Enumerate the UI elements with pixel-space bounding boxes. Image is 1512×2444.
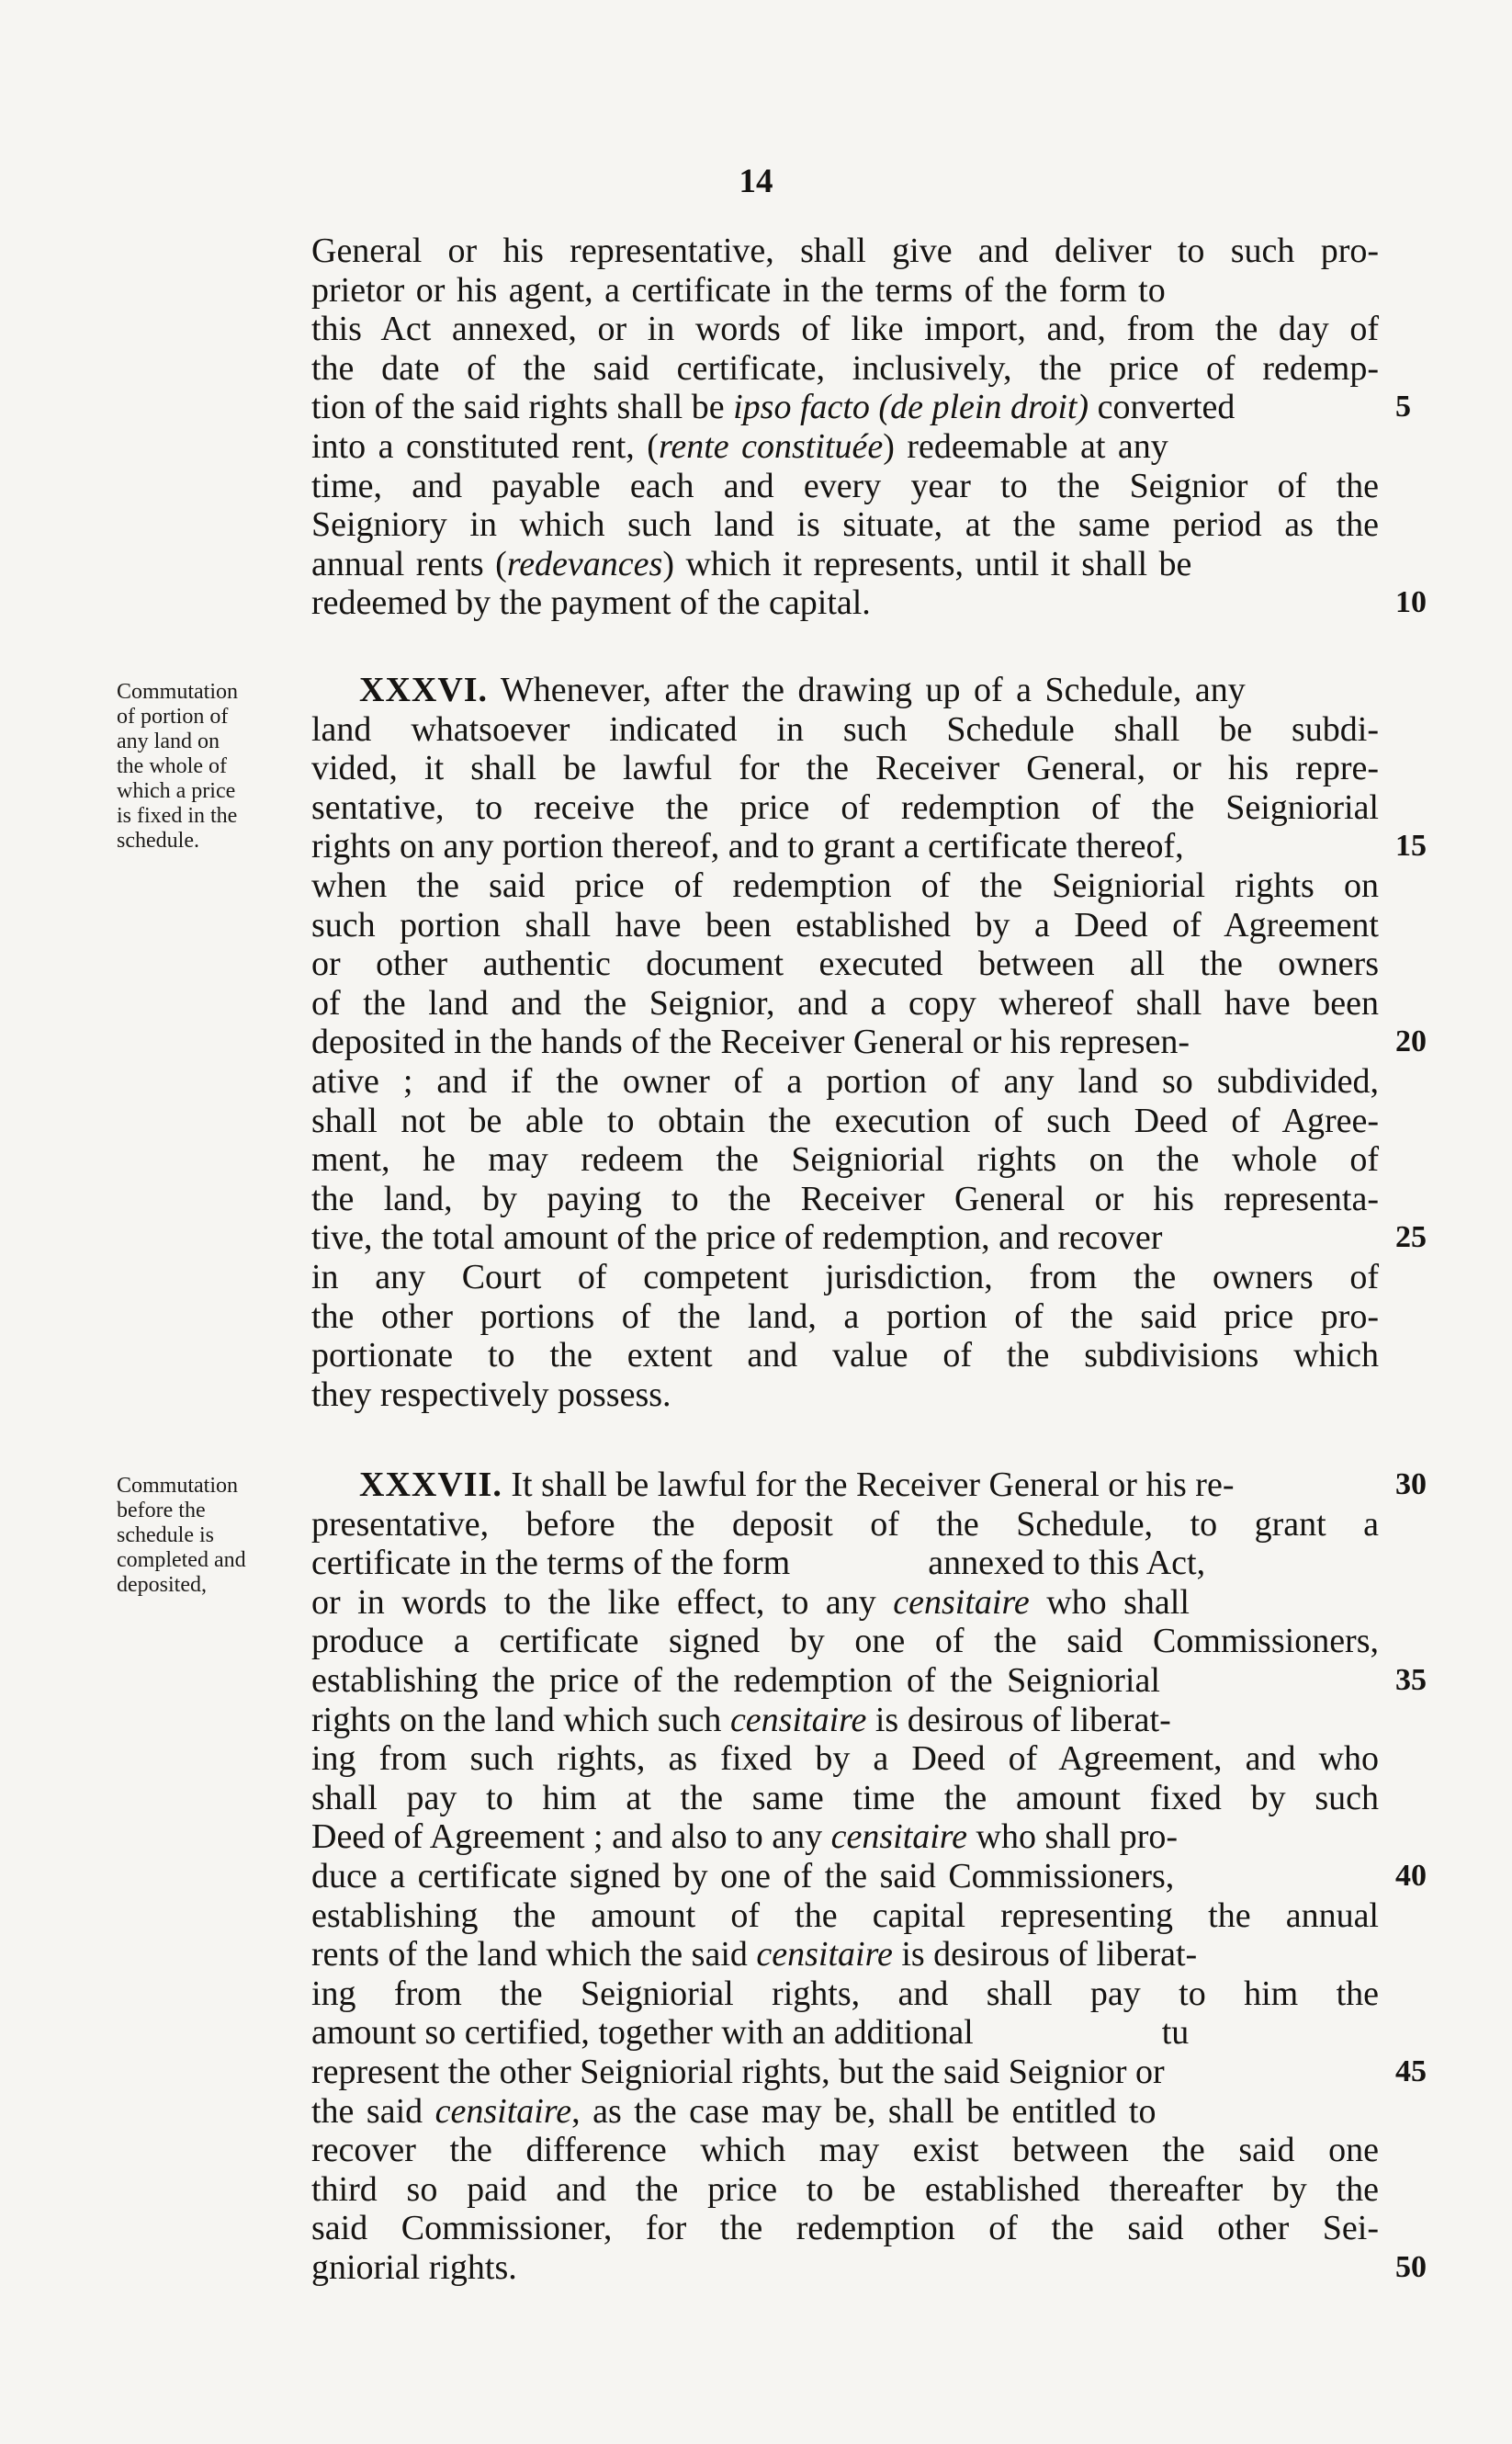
italic-word: censitaire xyxy=(434,2091,572,2131)
line-number: 20 xyxy=(1395,1024,1427,1059)
sidenote-line: completed and xyxy=(117,1548,246,1572)
text-line xyxy=(311,984,1379,1024)
line-text: rights on any portion thereof, and to grant a certificate thereof, xyxy=(311,827,1184,866)
sidenote-line: Commutation xyxy=(117,680,238,704)
line-text: recover the difference which may exist between the said one xyxy=(311,2131,1379,2170)
section-heading: XXXVII. xyxy=(359,1465,502,1504)
text-line xyxy=(311,710,1379,750)
line-text: of the land and the Seignior, and a copy whereof shall have been xyxy=(311,983,1379,1023)
text-line xyxy=(311,1779,1379,1818)
line-text: General or his representative, shall give and deliver to such pro- xyxy=(311,232,1379,270)
sidenote-line: of portion of xyxy=(117,705,229,729)
text-line xyxy=(311,1140,1379,1180)
text-run: who shall xyxy=(1029,1582,1190,1622)
line-text: vided, it shall be lawful for the Receiver General, or his repre- xyxy=(311,749,1379,788)
line-text: prietor or his agent, a certificate in the terms of the form to xyxy=(311,270,1166,310)
section-37 xyxy=(311,1465,1427,2287)
text-line xyxy=(311,388,1411,427)
sidenote-line: before the xyxy=(117,1499,206,1522)
line-text xyxy=(311,1583,1190,1623)
text-line xyxy=(311,1062,1379,1102)
text-line xyxy=(311,1974,1379,2014)
line-number: 10 xyxy=(1395,585,1427,620)
text-line xyxy=(311,1739,1379,1779)
text-run: converted xyxy=(1089,388,1236,427)
page-number: 14 xyxy=(739,163,773,200)
text-run: the said xyxy=(311,2091,435,2131)
text-run: Deed of Agreement ; and also to any xyxy=(311,1817,831,1857)
text-line xyxy=(311,945,1379,984)
text-run: ) which it represents, until it shall be xyxy=(662,544,1192,583)
text-line xyxy=(311,2131,1379,2170)
text-line xyxy=(311,1180,1379,1219)
text-line xyxy=(311,2209,1379,2248)
text-line xyxy=(311,1701,1379,1740)
text-line xyxy=(311,427,1379,467)
text-line xyxy=(311,827,1427,866)
line-text: ing from such rights, as fixed by a Deed of Agreement, and who xyxy=(311,1739,1379,1779)
line-number: 25 xyxy=(1395,1220,1427,1255)
italic-phrase: rente constituée xyxy=(658,426,884,466)
text-line xyxy=(311,1258,1379,1297)
text-line xyxy=(311,1583,1379,1623)
line-text: establishing the amount of the capital representing the annual xyxy=(311,1895,1379,1935)
line-text: the land, by paying to the Receiver General or his representa- xyxy=(311,1179,1379,1218)
line-text: ative ; and if the owner of a portion of any land so subdivided, xyxy=(311,1061,1379,1101)
continued-paragraph xyxy=(311,232,1427,623)
line-text: produce a certificate signed by one of the said Commissioners, xyxy=(311,1622,1379,1661)
text-run: rents of the land which the said xyxy=(311,1935,757,1974)
line-text: ment, he may redeem the Seigniorial rights on the whole of xyxy=(311,1140,1379,1180)
line-text: they respectively possess. xyxy=(311,1375,671,1414)
text-line xyxy=(311,1023,1427,1062)
text-line xyxy=(311,1375,1379,1415)
line-text: such portion shall have been established by a Deed of Agreement xyxy=(311,905,1379,945)
text-run: is desirous of liberat- xyxy=(866,1700,1171,1739)
text-line xyxy=(311,2092,1379,2132)
text-line xyxy=(311,1297,1379,1337)
text-run: who shall pro- xyxy=(967,1817,1179,1857)
text-line xyxy=(311,232,1379,271)
text-line xyxy=(311,866,1379,906)
text-line xyxy=(311,310,1379,349)
line-text: Seigniory in which such land is situate, at the same period as the xyxy=(311,505,1379,545)
text-run: ) redeemable at any xyxy=(883,426,1168,466)
text-line xyxy=(311,505,1379,545)
line-text: gniorial rights. xyxy=(311,2247,517,2287)
line-text: the other portions of the land, a portion of the said price pro- xyxy=(311,1296,1379,1336)
line-text xyxy=(311,2092,1157,2132)
line-text xyxy=(359,1465,1234,1505)
text-run: Whenever, after the drawing up of a Schedule, any xyxy=(500,671,1246,709)
line-text: said Commissioner, for the redemption of the said other Sei- xyxy=(311,2209,1379,2248)
text-run: certificate in the terms of the form xyxy=(311,1544,791,1583)
text-line xyxy=(311,2013,1379,2053)
text-line xyxy=(311,1102,1379,1141)
text-line xyxy=(311,1218,1427,1258)
line-text xyxy=(311,545,1191,584)
text-line xyxy=(311,1336,1379,1375)
sidenote-section-37 xyxy=(117,1474,300,1598)
line-text: in any Court of competent jurisdiction, from the owners of xyxy=(311,1257,1379,1296)
text-run: annexed to this Act, xyxy=(928,1544,1206,1583)
line-text: time, and payable each and every year to the Seignior of the xyxy=(311,466,1379,505)
line-text: or other authentic document executed between all the owners xyxy=(311,945,1379,984)
italic-word: censitaire xyxy=(893,1582,1030,1622)
text-line xyxy=(311,271,1379,311)
line-number: 40 xyxy=(1395,1858,1427,1893)
text-line xyxy=(311,349,1379,389)
section-36 xyxy=(311,671,1427,1414)
text-run: It shall be lawful for the Receiver General or his re- xyxy=(511,1465,1235,1504)
line-text xyxy=(359,671,1246,710)
text-run: , as the case may be, shall be entitled to xyxy=(571,2091,1157,2131)
line-text xyxy=(311,2013,1189,2053)
line-text xyxy=(311,1701,1171,1740)
text-line xyxy=(311,583,1427,623)
text-line xyxy=(311,1544,1379,1583)
text-line xyxy=(311,1505,1379,1544)
sidenote-line: the whole of xyxy=(117,754,227,778)
text-line xyxy=(311,467,1379,506)
line-text: this Act annexed, or in words of like import, and, from the day of xyxy=(311,310,1379,349)
text-line xyxy=(311,2247,1427,2288)
text-line xyxy=(311,749,1379,788)
line-text: deposited in the hands of the Receiver General or his represen- xyxy=(311,1023,1190,1062)
line-number: 35 xyxy=(1395,1662,1427,1697)
line-text: shall pay to him at the same time the amount fixed by such xyxy=(311,1778,1379,1817)
text-line xyxy=(311,788,1379,828)
line-text xyxy=(311,427,1168,467)
line-text xyxy=(311,388,1235,427)
text-line xyxy=(311,1856,1427,1896)
text-line xyxy=(311,1935,1379,1974)
line-text xyxy=(311,1817,1178,1857)
line-text: when the said price of redemption of the Seigniorial rights on xyxy=(311,866,1379,905)
text-run: rights on the land which such xyxy=(311,1700,730,1739)
section-heading: XXXVI. xyxy=(359,671,489,709)
line-text: duce a certificate signed by one of the said Commissioners, xyxy=(311,1856,1175,1895)
italic-phrase: ipso facto (de plein droit) xyxy=(733,388,1089,427)
sidenote-line: deposited, xyxy=(117,1573,207,1597)
line-text: establishing the price of the redemption of the Seigniorial xyxy=(311,1660,1160,1700)
italic-word: censitaire xyxy=(729,1700,867,1739)
italic-word: censitaire xyxy=(756,1935,893,1974)
text-line xyxy=(311,671,1379,710)
line-text: tive, the total amount of the price of redemption, and recover xyxy=(311,1218,1163,1258)
line-number: 30 xyxy=(1395,1467,1427,1501)
sidenote-section-36 xyxy=(117,680,300,854)
sidenote-line: any land on xyxy=(117,730,220,753)
text-line xyxy=(311,1622,1379,1661)
line-text: third so paid and the price to be established thereafter by the xyxy=(311,2169,1379,2209)
text-run: tu xyxy=(1161,2013,1190,2053)
sidenote-line: Commutation xyxy=(117,1474,238,1498)
line-text: the date of the said certificate, inclusively, the price of redemp- xyxy=(311,348,1379,388)
line-number: 15 xyxy=(1395,829,1427,864)
line-text xyxy=(311,1935,1197,1974)
italic-word: censitaire xyxy=(830,1817,968,1857)
text-line xyxy=(311,2170,1379,2210)
sidenote-line: schedule is xyxy=(117,1523,214,1547)
line-text: shall not be able to obtain the execution of such Deed of Agree- xyxy=(311,1101,1379,1140)
line-text: portionate to the extent and value of the subdivisions which xyxy=(311,1336,1379,1375)
line-text: sentative, to receive the price of redemption of the Seigniorial xyxy=(311,787,1379,827)
text-run: tion of the said rights shall be xyxy=(311,388,734,427)
text-run: into a constituted rent, ( xyxy=(311,426,659,466)
line-number: 5 xyxy=(1395,390,1411,424)
sidenote-line: which a price xyxy=(117,779,236,803)
line-number: 45 xyxy=(1395,2054,1427,2088)
text-line xyxy=(311,906,1379,945)
sidenote-line: schedule. xyxy=(117,829,199,853)
line-text: ing from the Seigniorial rights, and shall pay to him the xyxy=(311,1974,1379,2013)
text-line xyxy=(311,1660,1427,1701)
line-text xyxy=(311,1544,1205,1583)
text-run: is desirous of liberat- xyxy=(892,1935,1198,1974)
line-text: presentative, before the deposit of the Schedule, to grant a xyxy=(311,1504,1379,1544)
line-text: redeemed by the payment of the capital. xyxy=(311,583,871,623)
text-line xyxy=(311,1817,1379,1857)
text-line xyxy=(311,2052,1427,2092)
text-line xyxy=(311,1896,1379,1936)
line-number: 50 xyxy=(1395,2249,1427,2284)
italic-phrase: redevances xyxy=(506,544,663,583)
sidenote-line: is fixed in the xyxy=(117,804,238,828)
text-run: amount so certified, together with an additional xyxy=(311,2013,974,2053)
line-text: represent the other Seigniorial rights, but the said Seignior or xyxy=(311,2052,1165,2091)
text-run: or in words to the like effect, to any xyxy=(311,1582,894,1622)
text-line xyxy=(311,1465,1427,1505)
text-line xyxy=(311,545,1379,584)
line-text: land whatsoever indicated in such Schedule shall be subdi- xyxy=(311,709,1379,749)
text-run: annual rents ( xyxy=(311,544,507,583)
